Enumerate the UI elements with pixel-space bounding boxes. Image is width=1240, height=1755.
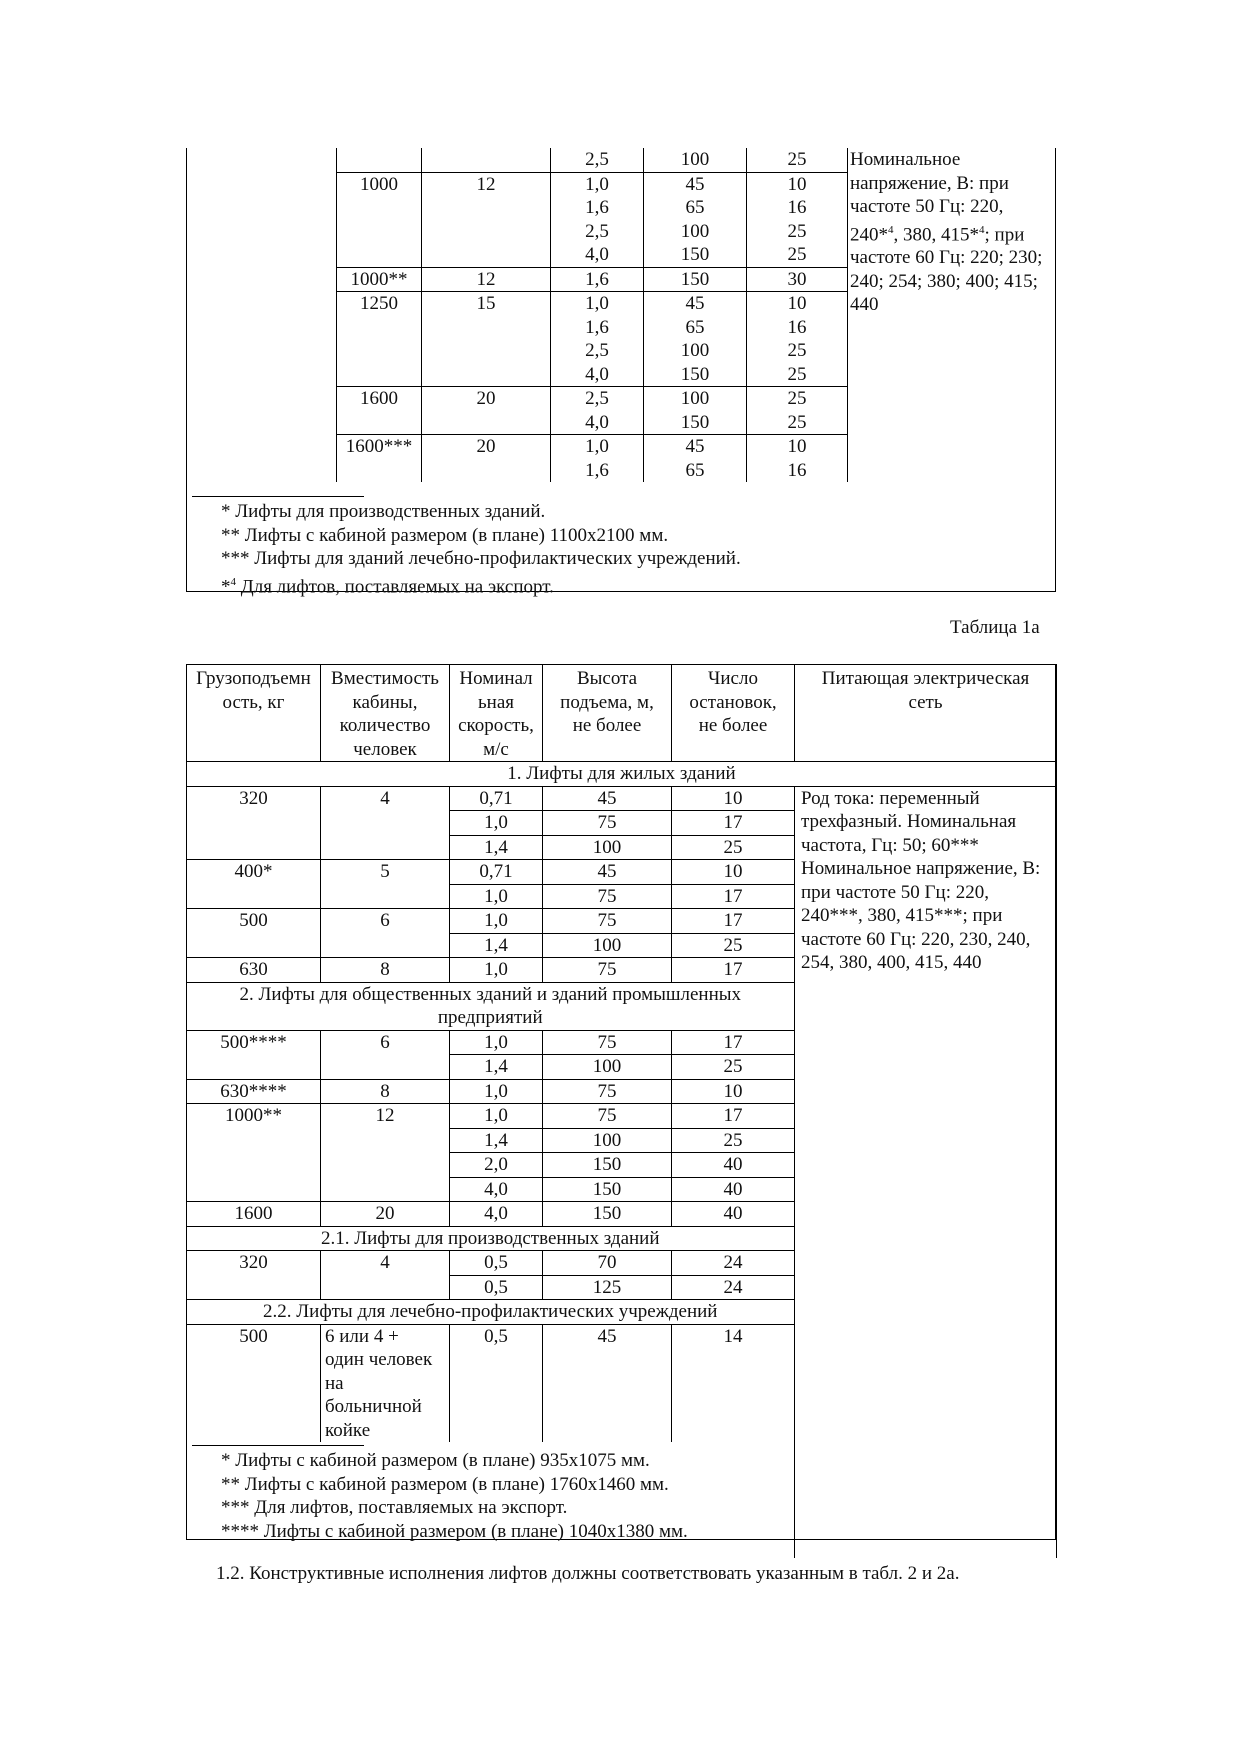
capacity-cell: 1600*** (337, 435, 422, 483)
capacity-cell: 500 (187, 909, 321, 958)
capacity-cell: 1000** (187, 1104, 321, 1202)
top-footnotes (221, 500, 741, 597)
table-row (337, 292, 848, 387)
height-cell: 75 (543, 958, 672, 983)
height-cell: 150 (543, 1153, 672, 1178)
stops-cell: 25 (672, 1128, 795, 1153)
height-cell: 150 (543, 1177, 672, 1202)
table-row (187, 786, 1057, 811)
height-cell: 45 65 (644, 435, 747, 483)
footnote: * Лифты с кабиной размером (в плане) 935х1075 мм. (221, 1450, 650, 1471)
table-1a-footnotes (221, 1449, 688, 1543)
capacity-cell: 1000 (337, 172, 422, 267)
body-paragraph: 1.2. Конструктивные исполнения лифтов должны соответствовать указанным в табл. 2 и 2а. (216, 1563, 960, 1584)
stops-cell: 10 16 25 25 (747, 172, 848, 267)
capacity-cell: 500**** (187, 1030, 321, 1079)
stops-cell: 24 (672, 1275, 795, 1300)
persons-cell: 6 (321, 909, 450, 958)
table-row (337, 148, 848, 172)
section-heading: 1. Лифты для жилых зданий (187, 762, 1057, 787)
height-cell: 45 65 100 150 (644, 292, 747, 387)
footnote: * Лифты для производственных зданий. (221, 501, 546, 522)
height-cell: 125 (543, 1275, 672, 1300)
section-row (187, 762, 1057, 787)
persons-cell: 20 (321, 1202, 450, 1227)
speed-cell: 4,0 (450, 1202, 543, 1227)
stops-cell: 17 (672, 884, 795, 909)
persons-cell: 4 (321, 786, 450, 860)
section-heading: 2. Лифты для общественных зданий и зданий промышленных предприятий (187, 982, 795, 1030)
persons-cell: 6 или 4 + один человек на больничной койке (321, 1324, 450, 1442)
speed-cell: 2,0 (450, 1153, 543, 1178)
section-heading: 2.2. Лифты для лечебно-профилактических учреждений (187, 1300, 795, 1325)
height-cell: 100 (543, 1128, 672, 1153)
table-row (337, 387, 848, 435)
capacity-cell (337, 148, 422, 172)
capacity-cell: 320 (187, 786, 321, 860)
height-cell: 45 (543, 860, 672, 885)
capacity-cell: 500 (187, 1324, 321, 1442)
stops-cell: 25 25 (747, 387, 848, 435)
speed-cell: 1,0 (450, 884, 543, 909)
header-row (187, 665, 1057, 762)
persons-cell: 20 (422, 435, 551, 483)
persons-cell: 8 (321, 958, 450, 983)
speed-cell: 1,0 (450, 909, 543, 934)
footnote-separator (192, 1445, 364, 1446)
stops-cell: 17 (672, 1104, 795, 1129)
speed-cell: 2,5 4,0 (551, 387, 644, 435)
persons-cell: 6 (321, 1030, 450, 1079)
height-cell: 45 65 100 150 (644, 172, 747, 267)
speed-cell: 1,0 (450, 1104, 543, 1129)
speed-cell: 1,4 (450, 1128, 543, 1153)
height-cell: 150 (644, 267, 747, 292)
stops-cell: 17 (672, 811, 795, 836)
table-caption: Таблица 1а (950, 617, 1040, 638)
speed-cell: 1,0 1,6 2,5 4,0 (551, 172, 644, 267)
stops-cell: 25 (672, 1055, 795, 1080)
height-cell: 70 (543, 1251, 672, 1276)
stops-cell: 24 (672, 1251, 795, 1276)
table-1a (186, 664, 1057, 1558)
height-cell: 45 (543, 1324, 672, 1442)
footnote-separator (192, 496, 364, 497)
speed-cell: 1,4 (450, 835, 543, 860)
speed-cell: 0,5 (450, 1251, 543, 1276)
capacity-cell: 630**** (187, 1079, 321, 1104)
height-cell: 45 (543, 786, 672, 811)
footnote: ** Лифты с кабиной размером (в плане) 1100х2100 мм. (221, 524, 669, 546)
speed-cell: 1,6 (551, 267, 644, 292)
capacity-cell: 1250 (337, 292, 422, 387)
height-cell: 100 (543, 835, 672, 860)
speed-cell: 1,0 1,6 2,5 4,0 (551, 292, 644, 387)
stops-cell: 30 (747, 267, 848, 292)
stops-cell: 10 (672, 1079, 795, 1104)
persons-cell: 15 (422, 292, 551, 387)
speed-cell: 4,0 (450, 1177, 543, 1202)
footnote: **** Лифты с кабиной размером (в плане) 1040х1380 мм. (221, 1520, 688, 1542)
speed-cell: 1,0 1,6 (551, 435, 644, 483)
capacity-cell: 320 (187, 1251, 321, 1300)
stops-cell: 17 (672, 909, 795, 934)
stops-cell: 14 (672, 1324, 795, 1442)
speed-cell: 1,0 (450, 811, 543, 836)
persons-cell: 20 (422, 387, 551, 435)
speed-cell: 0,71 (450, 860, 543, 885)
header-persons: Вместимость кабины, количество человек (321, 665, 450, 762)
height-cell: 100 150 (644, 387, 747, 435)
table-row (337, 267, 848, 292)
persons-cell: 12 (422, 172, 551, 267)
persons-cell: 8 (321, 1079, 450, 1104)
footnote: *** Лифты для зданий лечебно-профилактических учреждений. (221, 548, 741, 569)
height-cell: 75 (543, 1079, 672, 1104)
height-cell: 75 (543, 1030, 672, 1055)
header-capacity: Грузоподъемн ость, кг (187, 665, 321, 762)
height-cell: 100 (543, 1055, 672, 1080)
height-cell: 75 (543, 909, 672, 934)
stops-cell: 25 (747, 148, 848, 172)
stops-cell: 40 (672, 1153, 795, 1178)
height-cell: 75 (543, 1104, 672, 1129)
table-row (337, 435, 848, 483)
capacity-cell: 1000** (337, 267, 422, 292)
voltage-note: Номинальное напряжение, В: при частоте 50 Гц: 220, 240*$^4$, 380, 415*$^4$; при частоте 60 Гц: 220; 230; 240; 254; 380; 400; 415; 440 (850, 149, 1043, 316)
stops-cell: 17 (672, 1030, 795, 1055)
speed-cell: 0,71 (450, 786, 543, 811)
height-cell: 75 (543, 884, 672, 909)
speed-cell: 0,5 (450, 1275, 543, 1300)
speed-cell: 0,5 (450, 1324, 543, 1442)
stops-cell: 40 (672, 1202, 795, 1227)
stops-cell: 10 (672, 786, 795, 811)
capacity-cell: 1600 (337, 387, 422, 435)
speed-cell: 2,5 (551, 148, 644, 172)
speed-cell: 1,0 (450, 1079, 543, 1104)
stops-cell: 40 (672, 1177, 795, 1202)
height-cell: 100 (644, 148, 747, 172)
persons-cell (422, 148, 551, 172)
persons-cell: 4 (321, 1251, 450, 1300)
power-supply-note: Род тока: переменный трехфазный. Номинальная частота, Гц: 50; 60*** Номинальное напряжение, В: при частоте 50 Гц: 220, 240***, 380, 415***; при частоте 60 Гц: 220, 230, 240, 254, 380, 400, 415, 440 (795, 786, 1057, 1558)
stops-cell: 17 (672, 958, 795, 983)
footnote: *$^4$ Для лифтов, поставляемых на экспорт. (221, 575, 554, 597)
persons-cell: 5 (321, 860, 450, 909)
stops-cell: 25 (672, 835, 795, 860)
height-cell: 75 (543, 811, 672, 836)
stops-cell: 10 (672, 860, 795, 885)
stops-cell: 10 16 (747, 435, 848, 483)
header-power: Питающая электрическая сеть (795, 665, 1057, 762)
speed-cell: 1,4 (450, 1055, 543, 1080)
height-cell: 100 (543, 933, 672, 958)
top-lift-table (336, 148, 848, 482)
footnote: ** Лифты с кабиной размером (в плане) 1760х1460 мм. (221, 1473, 669, 1495)
persons-cell: 12 (321, 1104, 450, 1202)
header-height: Высота подъема, м, не более (543, 665, 672, 762)
header-stops: Число остановок, не более (672, 665, 795, 762)
table-row (337, 172, 848, 267)
stops-cell: 10 16 25 25 (747, 292, 848, 387)
speed-cell: 1,0 (450, 1030, 543, 1055)
header-speed: Номинал ьная скорость, м/с (450, 665, 543, 762)
height-cell: 150 (543, 1202, 672, 1227)
capacity-cell: 1600 (187, 1202, 321, 1227)
capacity-cell: 400* (187, 860, 321, 909)
section-heading: 2.1. Лифты для производственных зданий (187, 1226, 795, 1251)
speed-cell: 1,4 (450, 933, 543, 958)
stops-cell: 25 (672, 933, 795, 958)
footnote: *** Для лифтов, поставляемых на экспорт. (221, 1497, 568, 1518)
speed-cell: 1,0 (450, 958, 543, 983)
capacity-cell: 630 (187, 958, 321, 983)
persons-cell: 12 (422, 267, 551, 292)
